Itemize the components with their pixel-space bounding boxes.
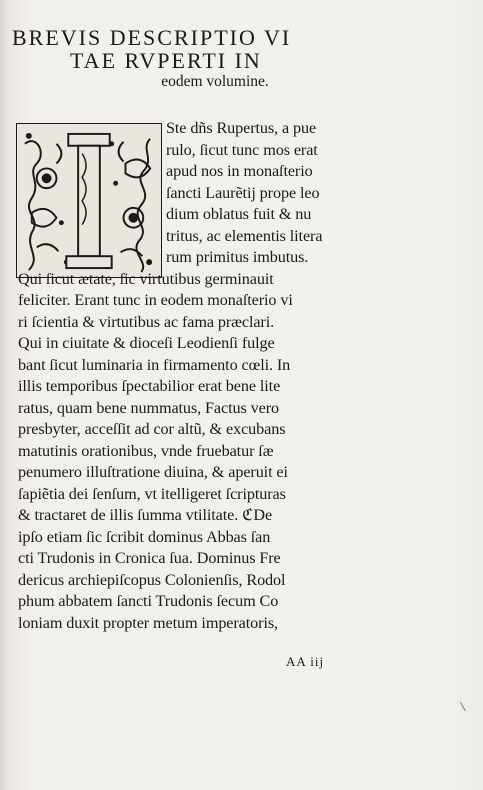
text-line: ſancti Laurẽtij prope leo — [166, 183, 320, 202]
text-line: apud nos in monaſterio — [166, 162, 313, 180]
heading-line-3: eodem volumine. — [161, 73, 269, 90]
text-line: cti Trudonis in Cronica ſua. Dominus Fre — [18, 549, 281, 567]
text-line: illis temporibus ſpectabilior erat bene lite — [18, 377, 281, 395]
heading-line-2: TAE RVPERTI IN — [70, 48, 262, 73]
text-line: rulo, ſicut tunc mos erat — [166, 140, 318, 159]
text-line: Qui ſicut ætate, ſic virtutibus germinauit — [18, 269, 274, 288]
text-line: rum primitus imbutus. — [166, 248, 309, 266]
heading-line-1: BREVIS DESCRIPTIO VI — [12, 25, 292, 50]
text-line: ſapiẽtia dei ſenſum, vt itelligeret ſcripturas — [18, 484, 286, 503]
text-line: Ste dñs Rupertus, a pue — [166, 119, 317, 137]
text-line: dericus archiepiſcopus Colonienſis, Rodol — [18, 570, 286, 589]
text-line: phum abbatem ſancti Trudonis ſecum Co — [18, 592, 279, 610]
text-line: ri ſcientia & virtutibus ac fama præclari. — [18, 312, 275, 331]
text-line: ratus, quam bene nummatus, Factus vero — [18, 398, 279, 417]
text-line: bant ſicut luminaria in firmamento cœli. In — [18, 355, 291, 374]
text-line: penumero illuſtratione diuina, & aperuit ei — [18, 463, 288, 481]
signature-mark: AA iij — [286, 654, 325, 669]
text-line: Qui in ciuitate & dioceſi Leodienſi fulge — [18, 334, 275, 352]
page-mark — [460, 699, 471, 711]
text-line: matutinis orationibus, vnde fruebatur ſæ — [18, 441, 274, 460]
chapter-heading — [0, 26, 400, 92]
body-text — [18, 118, 478, 634]
text-line: tritus, ac elementis litera — [166, 226, 323, 245]
text-line: dium oblatus fuit & nu — [166, 205, 312, 223]
text-line: presbyter, acceſſit ad cor altũ, & excubans — [18, 420, 286, 438]
text-line: feliciter. Erant tunc in eodem monaſterio vi — [18, 291, 293, 309]
text-line: & tractaret de illis ſumma vtilitate. ℭDe — [18, 506, 273, 524]
text-line: loniam duxit propter metum imperatoris, — [18, 613, 278, 632]
text-line: ipſo etiam ſic ſcribit dominus Abbas ſan — [18, 527, 271, 546]
